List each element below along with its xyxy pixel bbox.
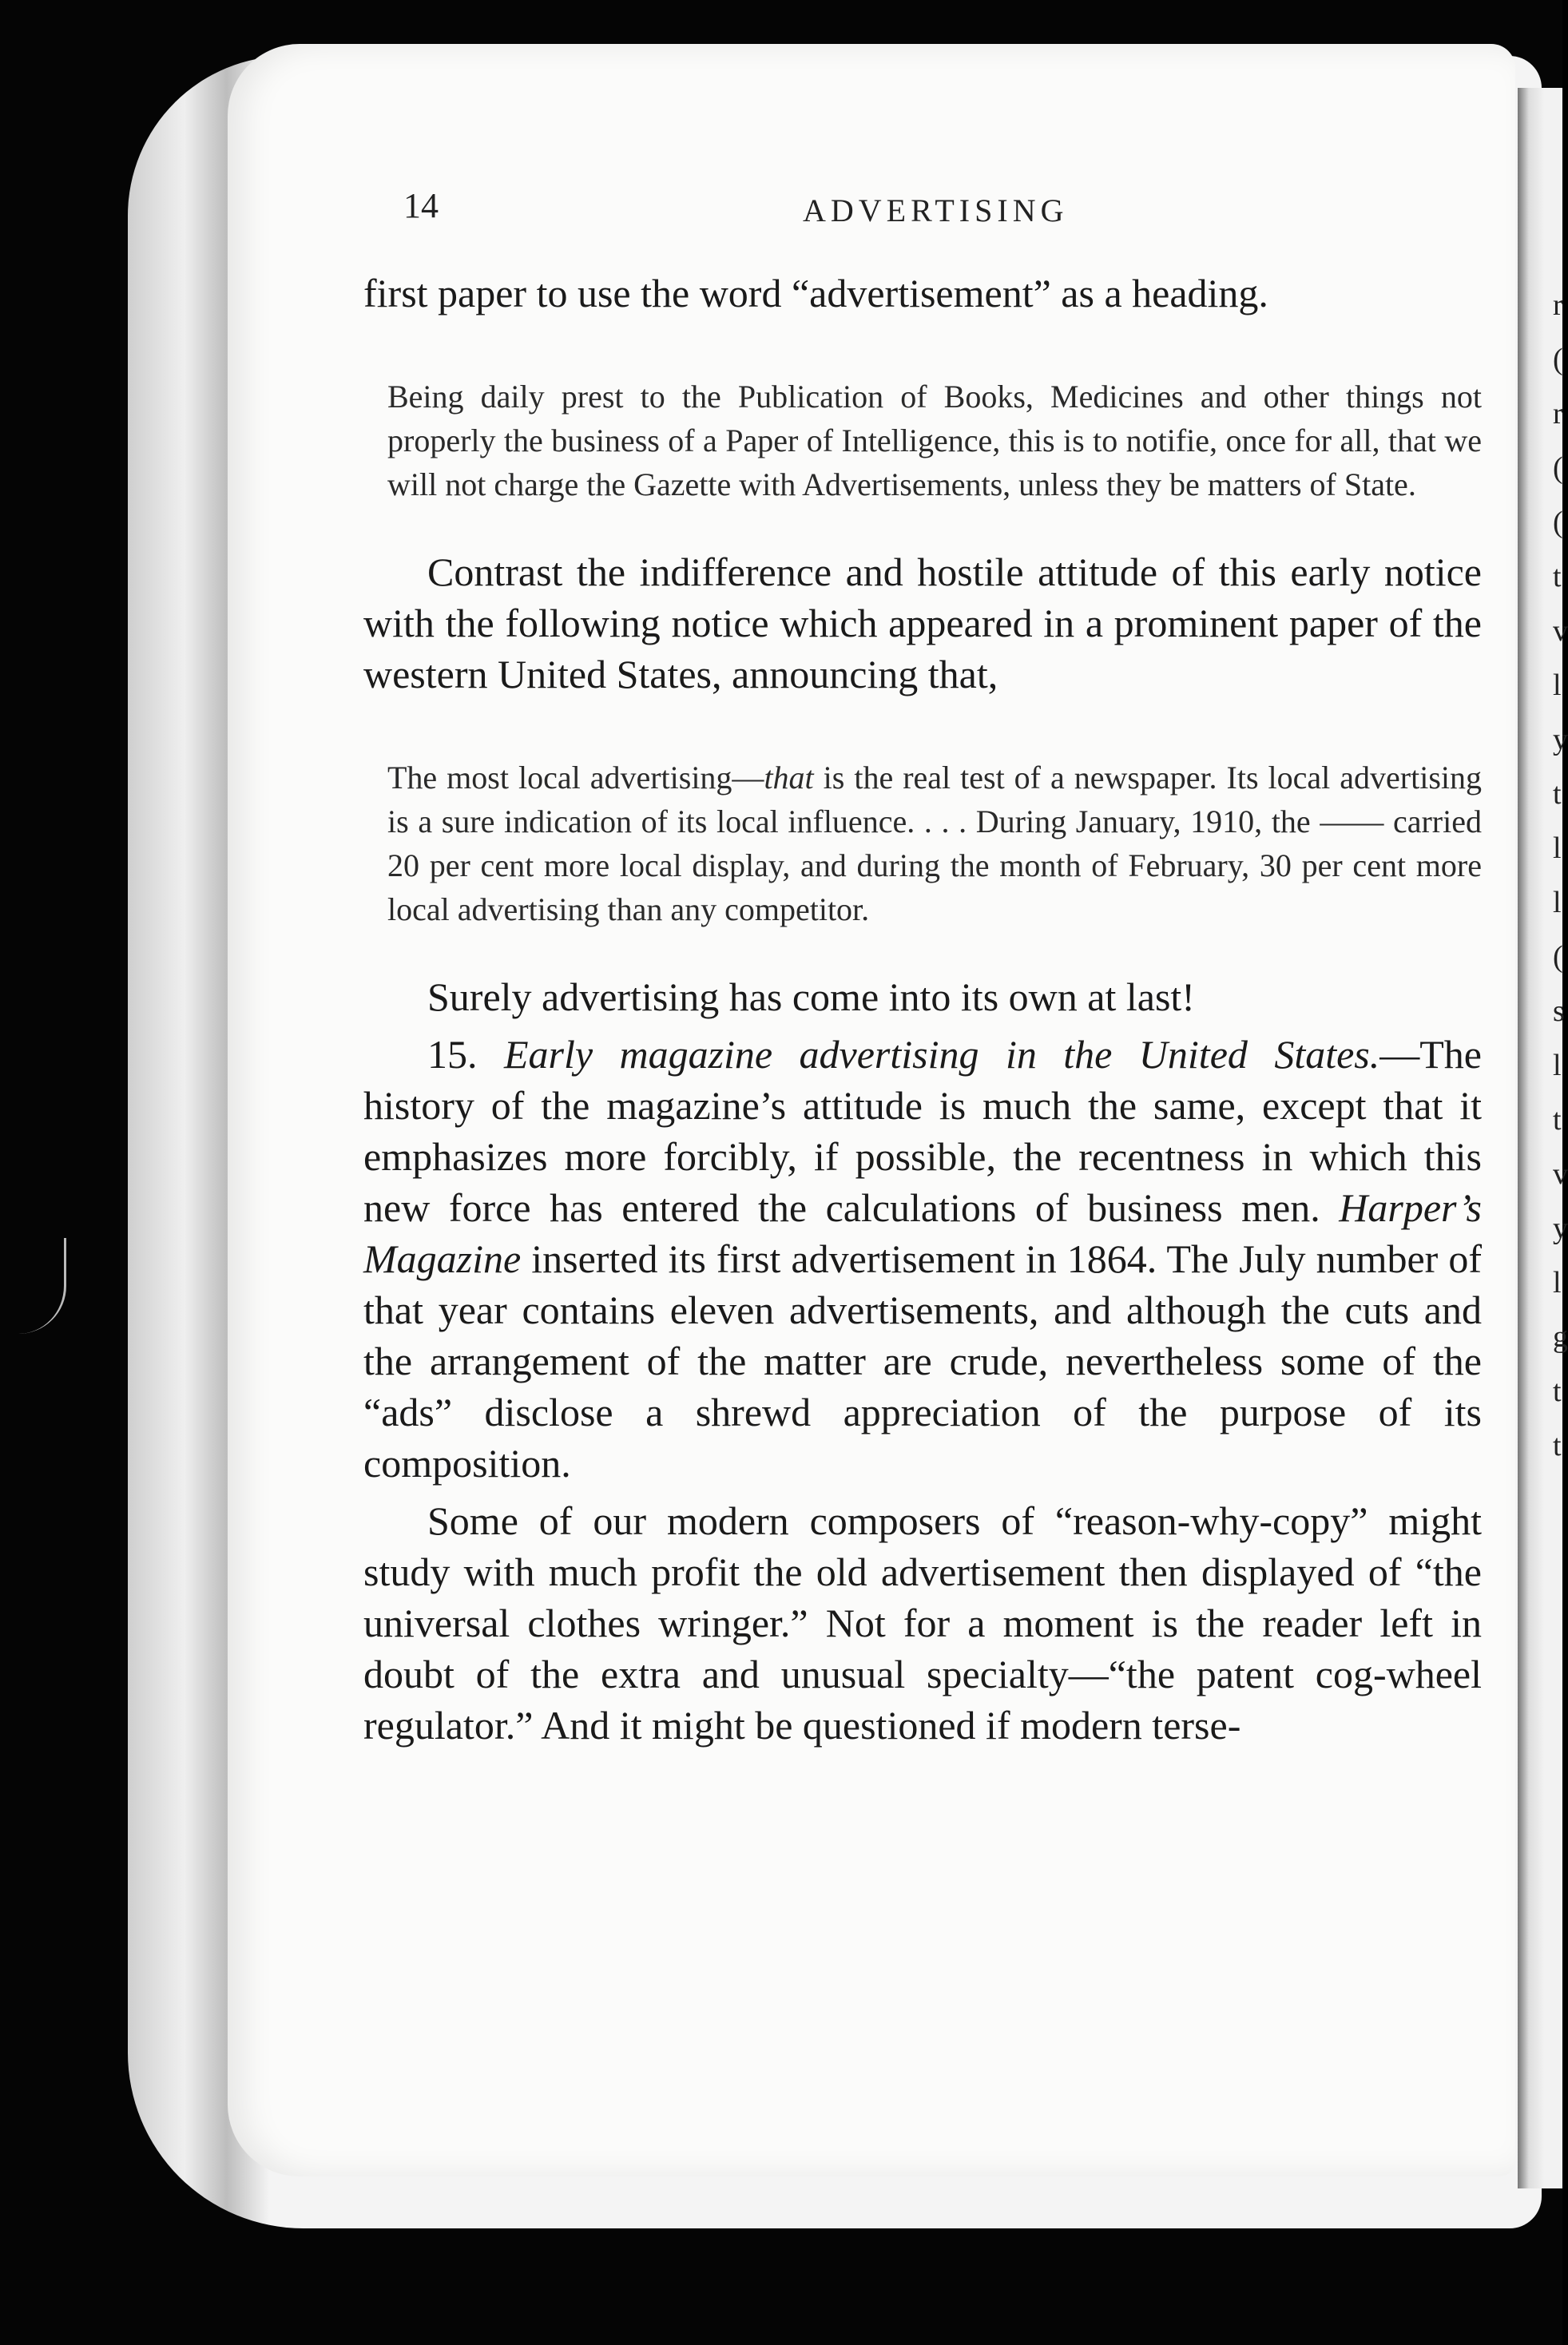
next-page-fragment: l <box>1553 1266 1562 1299</box>
next-page-fragment: v <box>1553 614 1568 648</box>
next-page-fragment: s <box>1553 994 1565 1028</box>
quoted-newspaper-notice <box>387 756 1482 931</box>
paragraph-surely: Surely advertising has come into its own at last! <box>427 974 1195 1019</box>
page-header <box>403 185 1482 233</box>
section-body: —The history of the magazine’s attitude is much the same, except that it emphasizes more forcibly, if possible, the recentness in which this new force has entered the calculations of business men. <box>363 1032 1482 1230</box>
section-title: Early magazine advertising in the United States. <box>503 1032 1380 1077</box>
page-number: 14 <box>403 186 439 225</box>
next-page-fragment: l <box>1553 669 1562 702</box>
next-page-fragment: g <box>1553 1320 1568 1354</box>
section-15-paragraph <box>363 1029 1482 1489</box>
next-page-fragment: l <box>1553 1049 1562 1082</box>
next-page-fragment: t <box>1553 1103 1562 1137</box>
page-body <box>363 268 1482 1751</box>
next-page-fragment: ( <box>1553 451 1563 485</box>
paragraph-continuation: first paper to use the word “advertisement” as a heading. <box>363 271 1268 315</box>
quote-text-end: is the real test of a newspaper. Its local advertising is a sure indication of its local influence. . . . During January, 1910, the —— carried 20 per cent more local display, and during the month of February, 30 per cent more local advertising than any competitor. <box>387 760 1483 927</box>
paragraph-reason-why: Some of our modern composers of “reason-why-copy” might study with much profit the old advertisement then displayed of “the universal clothes wringer.” Not for a moment is the reader left in doubt of the extra and unusual specialty—“the patent cog-wheel regulator.” And it might be questioned if modern terse- <box>363 1498 1482 1748</box>
next-page-fragment: t <box>1553 1375 1562 1408</box>
quote-text-start: The most local advertising— <box>387 760 764 796</box>
running-head: ADVERTISING <box>803 192 1069 228</box>
quote-emphasis: that <box>764 760 814 796</box>
magazine-title: Harper’s Magazine <box>363 1185 1482 1281</box>
next-page-fragment: t <box>1553 560 1562 593</box>
next-page-fragment: r <box>1553 397 1563 431</box>
next-page-fragment: ( <box>1553 506 1563 539</box>
next-page-fragment: ( <box>1553 343 1563 376</box>
paragraph-contrast: Contrast the indifference and hostile attitude of this early notice with the following notice which appeared in a prominent paper of the western United States, announcing that, <box>363 550 1482 696</box>
next-page-fragment: t <box>1553 777 1562 811</box>
quoted-gazette-notice: Being daily prest to the Publication of Books, Medicines and other things not properly the business of a Paper of Intelligence, this is to notifie, once for all, that we will not charge the Gazette with Advertisements, unless they be matters of State. <box>387 379 1482 502</box>
next-page-fragment: ( <box>1553 940 1563 974</box>
next-page-fragment: y <box>1553 1212 1568 1245</box>
next-page-fragment: y <box>1553 723 1568 756</box>
section-body-rest: inserted its first advertisement in 1864. The July number of that year contains eleven advertisements, and although the cuts and the arrangement of the matter are crude, nevertheless some of the “ads” disclose a shrewd appreciation of the purpose of its composition. <box>363 1236 1482 1486</box>
next-page-fragment: t <box>1553 1429 1562 1462</box>
next-page-fragment: r <box>1553 288 1563 322</box>
next-page-fragment: l <box>1553 886 1562 919</box>
next-page-fragment: l <box>1553 831 1562 865</box>
section-number: 15. <box>427 1032 504 1077</box>
next-page-fragment: v <box>1553 1157 1568 1191</box>
